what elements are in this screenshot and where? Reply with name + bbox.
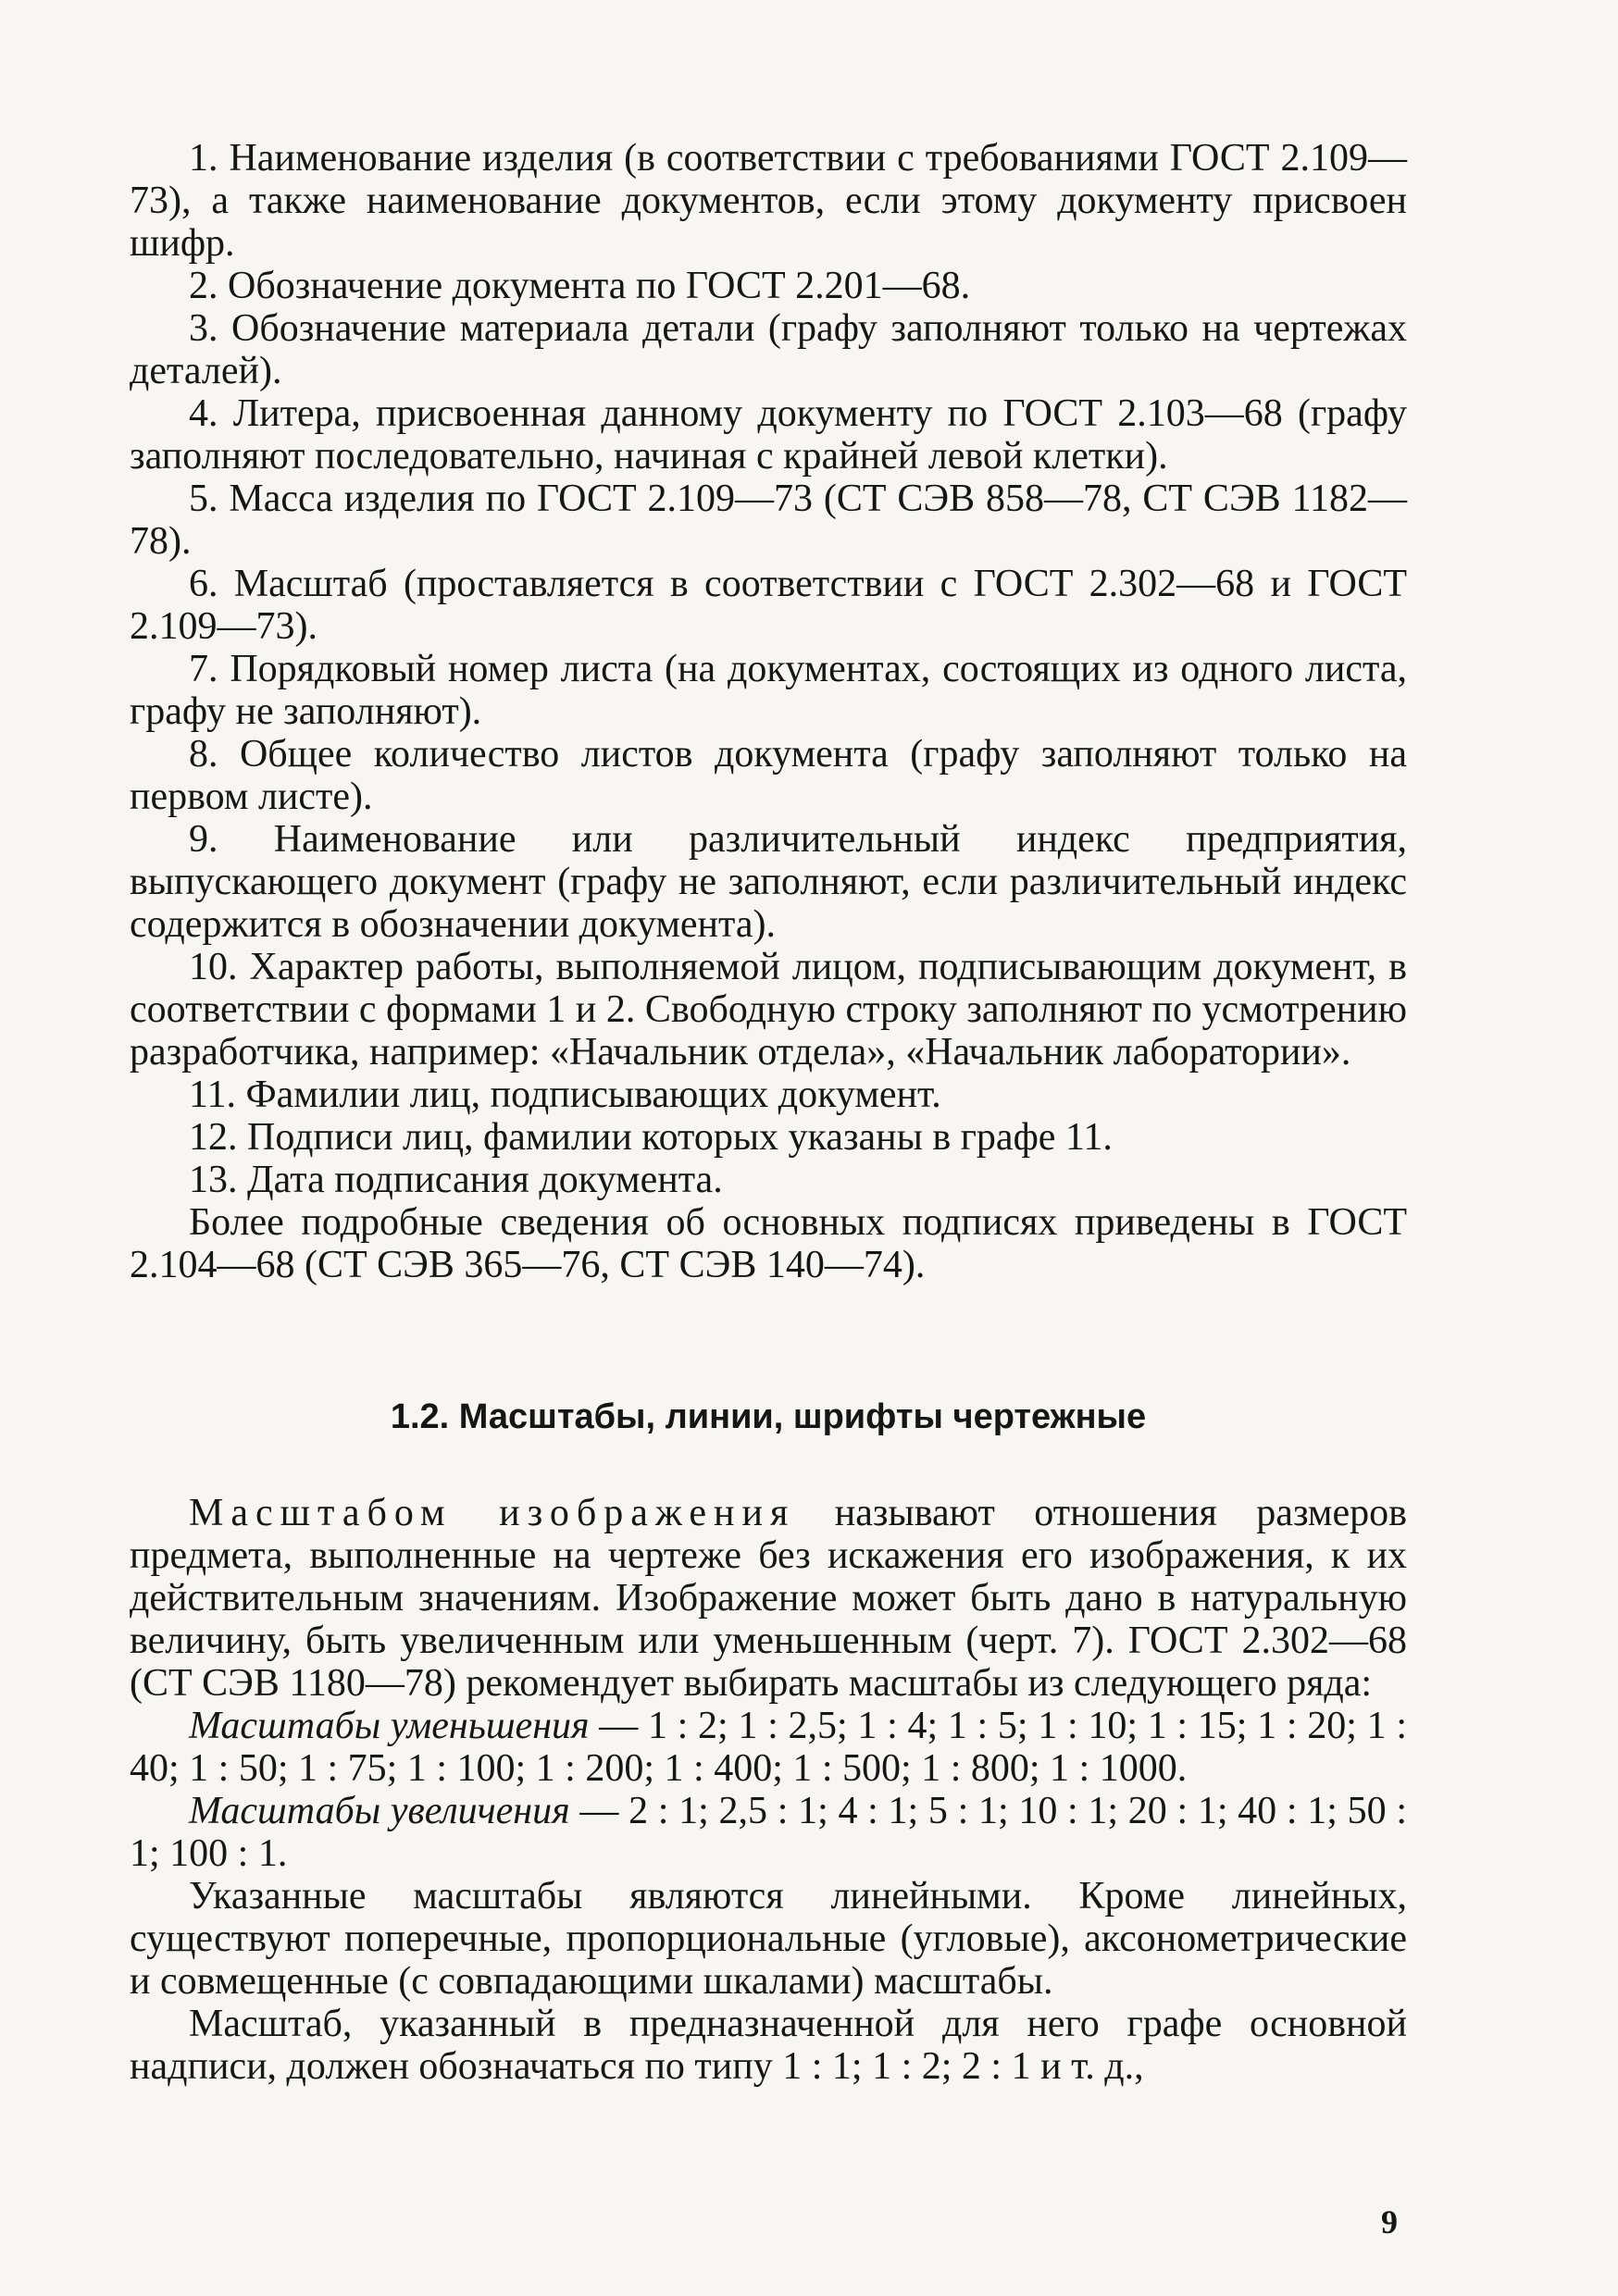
- list-item: 5. Масса изделия по ГОСТ 2.109—73 (СТ СЭВ 858—78, СТ СЭВ 1182—78).: [130, 478, 1407, 563]
- list-item: 2. Обозначение документа по ГОСТ 2.201—68.: [189, 265, 971, 307]
- scale-definition-text: называют отношения размеров предмета, выполненные на чертеже без искажения его изображения, к их действительным значениям. Изображение может быть дано в натуральную величину, быть увеличенным или уменьшенным (черт. 7). ГОСТ 2.302—68 (СТ СЭВ 1180—78) рекомендует выбирать масштабы из следующего ряда:: [130, 1492, 1407, 1705]
- page-body: [130, 137, 1407, 2088]
- list-item: 9. Наименование или различительный индекс предприятия, выпускающего документ (графу не заполняют, если различительный индекс содержится в обозначении документа).: [130, 818, 1407, 946]
- list-item: 11. Фамилии лиц, подписывающих документ.: [189, 1074, 941, 1116]
- title-block-scale-paragraph: Масштаб, указанный в предназначенной для него графе основной надписи, должен обозначаться по типу 1 : 1; 1 : 2; 2 : 1 и т. д.,: [130, 2003, 1407, 2088]
- list-item: 6. Масштаб (проставляется в соответствии с ГОСТ 2.302—68 и ГОСТ 2.109—73).: [130, 563, 1407, 648]
- enlargement-scales-paragraph: [130, 1790, 1407, 1875]
- list-item: 7. Порядковый номер листа (на документах, состоящих из одного листа, графу не заполняют).: [130, 648, 1407, 733]
- enlargement-values: — 2 : 1; 2,5 : 1; 4 : 1; 5 : 1; 10 : 1; 20 : 1; 40 : 1; 50 : 1; 100 : 1.: [130, 1790, 1407, 1875]
- list-item: 10. Характер работы, выполняемой лицом, подписывающим документ, в соответствии с формами 1 и 2. Свободную строку заполняют по усмотрению разработчика, например: «Начальник отдела», «Начальник лаборатории».: [130, 946, 1407, 1074]
- list-item: 13. Дата подписания документа.: [189, 1159, 723, 1201]
- list-item: 1. Наименование изделия (в соответствии с требованиями ГОСТ 2.109—73), а также наименование документов, если этому документу присвоен шифр.: [130, 137, 1407, 265]
- reduction-values: — 1 : 2; 1 : 2,5; 1 : 4; 1 : 5; 1 : 10; 1 : 15; 1 : 20; 1 : 40; 1 : 50; 1 : 75; 1 : 100; 1 : 200; 1 : 400; 1 : 500; 1 : 800; 1 : 1000.: [130, 1705, 1407, 1790]
- reduction-scales-paragraph: [130, 1705, 1407, 1790]
- reduction-label: Масштабы уменьшения: [189, 1705, 590, 1747]
- list-item: 3. Обозначение материала детали (графу заполняют только на чертежах деталей).: [130, 307, 1407, 392]
- reference-paragraph: Более подробные сведения об основных подписях приведены в ГОСТ 2.104—68 (СТ СЭВ 365—76, СТ СЭВ 140—74).: [130, 1201, 1407, 1286]
- list-item: 8. Общее количество листов документа (графу заполняют только на первом листе).: [130, 733, 1407, 818]
- scale-definition-paragraph: [130, 1492, 1407, 1705]
- linear-scales-paragraph: Указанные масштабы являются линейными. Кроме линейных, существуют поперечные, пропорциональные (угловые), аксонометрические и совмещенные (с совпадающими шкалами) масштабы.: [130, 1875, 1407, 2003]
- section-heading: 1.2. Масштабы, линии, шрифты чертежные: [390, 1397, 1147, 1436]
- list-item: 4. Литера, присвоенная данному документу по ГОСТ 2.103—68 (графу заполняют последовательно, начиная с крайней левой клетки).: [130, 392, 1407, 478]
- title-block-items: [130, 137, 1407, 1286]
- enlargement-label: Масштабы увеличения: [189, 1790, 570, 1832]
- list-item: 12. Подписи лиц, фамилии которых указаны в графе 11.: [189, 1116, 1113, 1159]
- scale-term: Масштабом изображения: [189, 1492, 796, 1534]
- page-number: 9: [1381, 2203, 1398, 2240]
